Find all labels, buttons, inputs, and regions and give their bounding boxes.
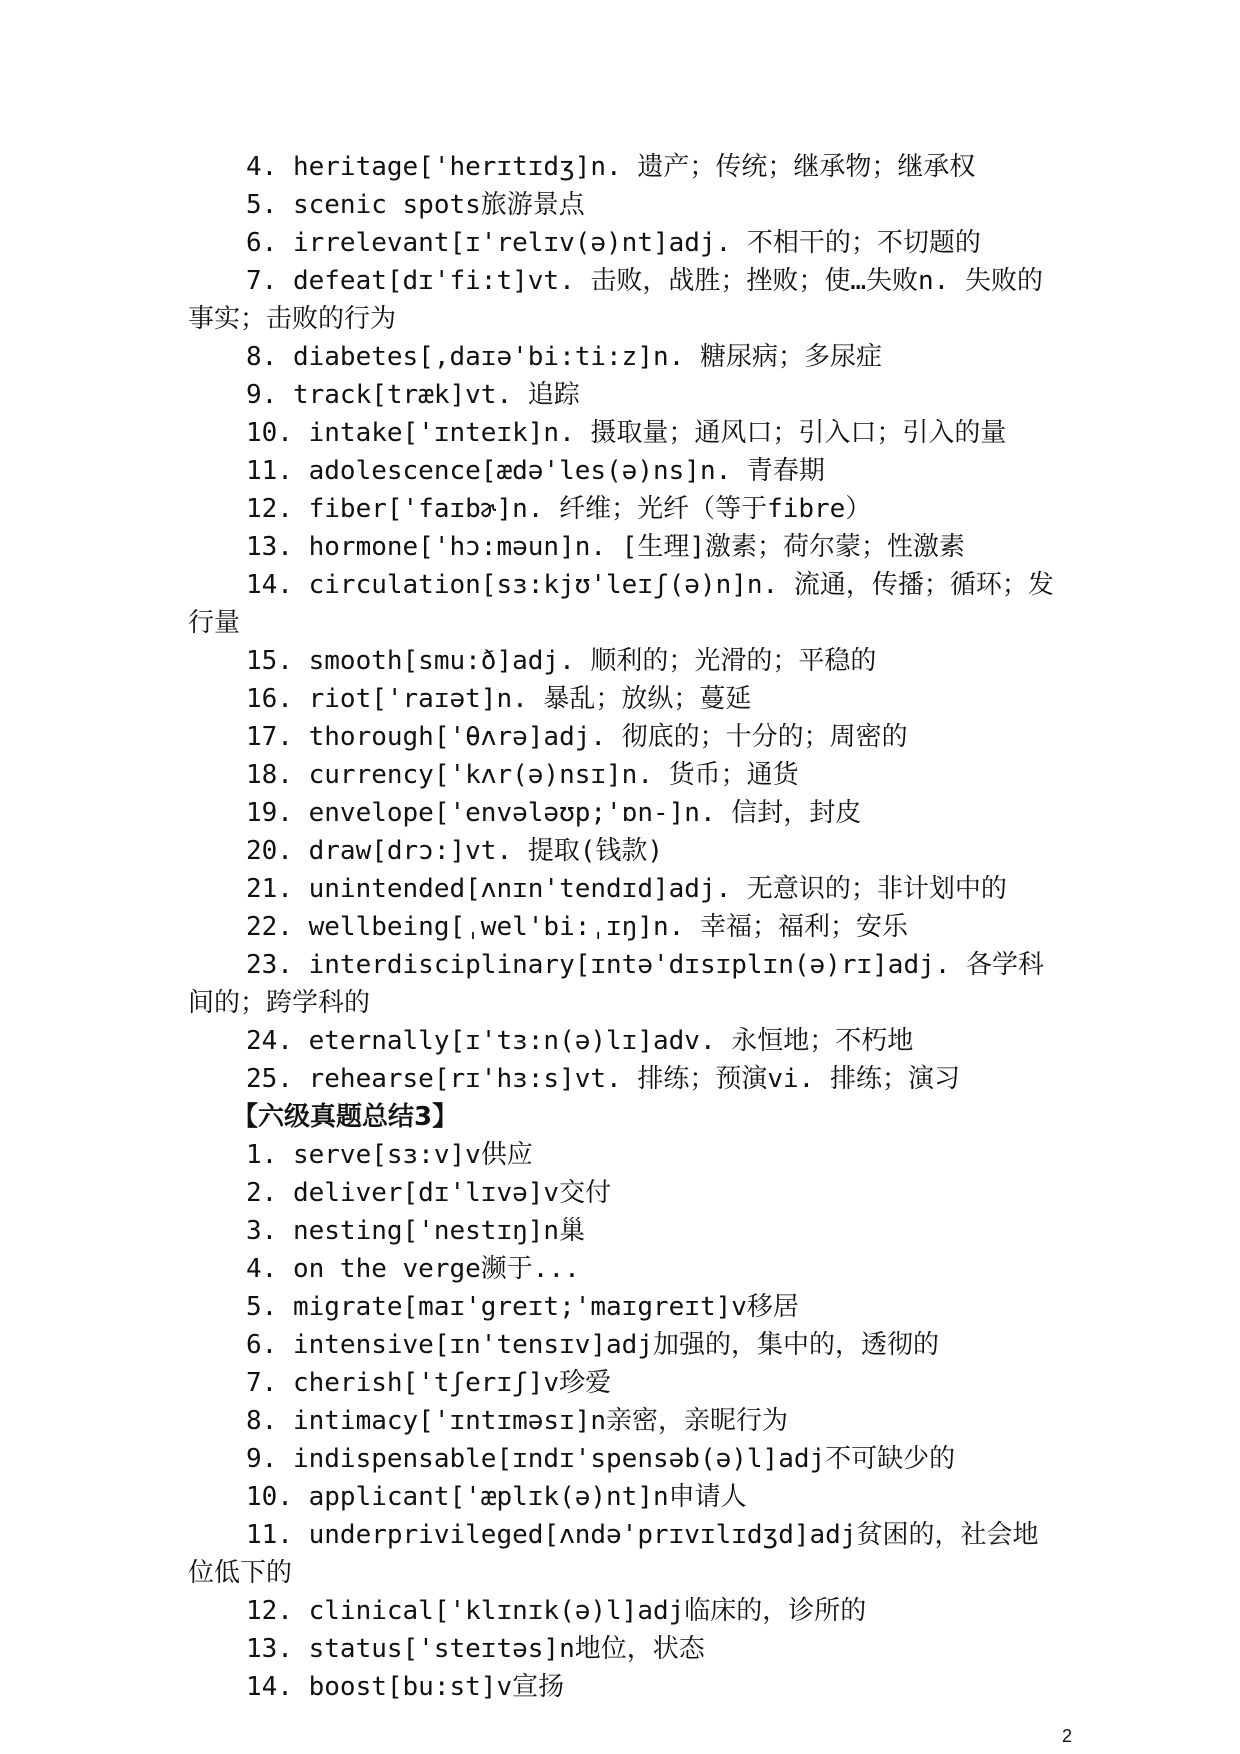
vocab-entry: 20. draw[drɔ:]vt. 提取(钱款) [246, 836, 664, 866]
vocab-entry: 9. track[træk]vt. 追踪 [246, 380, 580, 410]
vocab-entry: 1. serve[sɜ:v]v供应 [246, 1140, 533, 1170]
vocab-entry: 14. boost[bu:st]v宣扬 [246, 1672, 565, 1702]
vocab-entry: 15. smooth[smu:ð]adj. 顺利的；光滑的；平稳的 [246, 646, 877, 676]
vocab-entry: 21. unintended[ʌnɪn'tendɪd]adj. 无意识的；非计划中的 [246, 874, 1007, 904]
vocab-entry: 8. intimacy['ɪntɪməsɪ]n亲密，亲昵行为 [246, 1406, 789, 1436]
vocab-entry: 7. defeat[dɪ'fi:t]vt. 击败，战胜；挫败；使…失败n. 失败的事实；击败的行为 [188, 266, 1043, 334]
vocab-entry: 19. envelope['envələʊp;'ɒn-]n. 信封，封皮 [246, 798, 862, 828]
vocab-entry: 6. irrelevant[ɪ'relɪv(ə)nt]adj. 不相干的；不切题的 [246, 228, 981, 258]
vocab-entry: 14. circulation[sɜ:kjʊ'leɪʃ(ə)n]n. 流通，传播；循环；发行量 [188, 570, 1054, 638]
vocab-entry: 3. nesting['nestɪŋ]n巢 [246, 1216, 586, 1246]
section-heading: 【六级真题总结3】 [232, 1102, 459, 1132]
vocab-entry: 11. adolescence[ædə'les(ə)ns]n. 青春期 [246, 456, 825, 486]
vocab-entry: 5. migrate[maɪ'greɪt;'maɪgreɪt]v移居 [246, 1292, 799, 1322]
vocab-entry: 18. currency['kʌr(ə)nsɪ]n. 货币；通货 [246, 760, 799, 790]
vocab-entry: 5. scenic spots旅游景点 [246, 190, 585, 220]
vocab-entry: 2. deliver[dɪ'lɪvə]v交付 [246, 1178, 612, 1208]
vocab-entry: 24. eternally[ɪ'tɜ:n(ə)lɪ]adv. 永恒地；不朽地 [246, 1026, 914, 1056]
vocab-entry: 4. heritage['herɪtɪdʒ]n. 遗产；传统；继承物；继承权 [246, 152, 976, 182]
vocab-entry: 17. thorough['θʌrə]adj. 彻底的；十分的；周密的 [246, 722, 908, 752]
vocab-entry: 22. wellbeing[ˌwel'bi:ˌɪŋ]n. 幸福；福利；安乐 [246, 912, 908, 942]
vocab-entry: 10. intake['ɪnteɪk]n. 摄取量；通风口；引入口；引入的量 [246, 418, 1007, 448]
vocab-entry: 13. hormone['hɔ:məun]n. [生理]激素；荷尔蒙；性激素 [246, 532, 965, 562]
vocab-entry: 25. rehearse[rɪ'hɜ:s]vt. 排练；预演vi. 排练；演习 [246, 1064, 960, 1094]
vocab-entry: 16. riot['raɪət]n. 暴乱；放纵；蔓延 [246, 684, 752, 714]
vocab-entry: 10. applicant['æplɪk(ə)nt]n申请人 [246, 1482, 747, 1512]
document-page [188, 148, 1058, 1706]
page-number: 2 [1061, 1726, 1072, 1746]
vocab-entry: 8. diabetes[,daɪə'bi:ti:z]n. 糖尿病；多尿症 [246, 342, 882, 372]
vocab-entry: 23. interdisciplinary[ɪntə'dɪsɪplɪn(ə)rɪ]adj. 各学科间的；跨学科的 [188, 950, 1045, 1018]
vocab-entry: 9. indispensable[ɪndɪ'spensəb(ə)l]adj不可缺少的 [246, 1444, 956, 1474]
vocab-entry: 12. clinical['klɪnɪk(ə)l]adj临床的，诊所的 [246, 1596, 867, 1626]
vocab-entry: 7. cherish['tʃerɪʃ]v珍爱 [246, 1368, 612, 1398]
vocab-entry: 13. status['steɪtəs]n地位，状态 [246, 1634, 705, 1664]
vocab-entry: 12. fiber['faɪbɚ]n. 纤维；光纤（等于fibre） [246, 494, 872, 524]
vocab-entry: 11. underprivileged[ʌndə'prɪvɪlɪdʒd]adj贫困的，社会地位低下的 [188, 1520, 1039, 1588]
vocab-entry: 4. on the verge濒于... [246, 1254, 580, 1284]
vocab-entry: 6. intensive[ɪn'tensɪv]adj加强的，集中的，透彻的 [246, 1330, 939, 1360]
